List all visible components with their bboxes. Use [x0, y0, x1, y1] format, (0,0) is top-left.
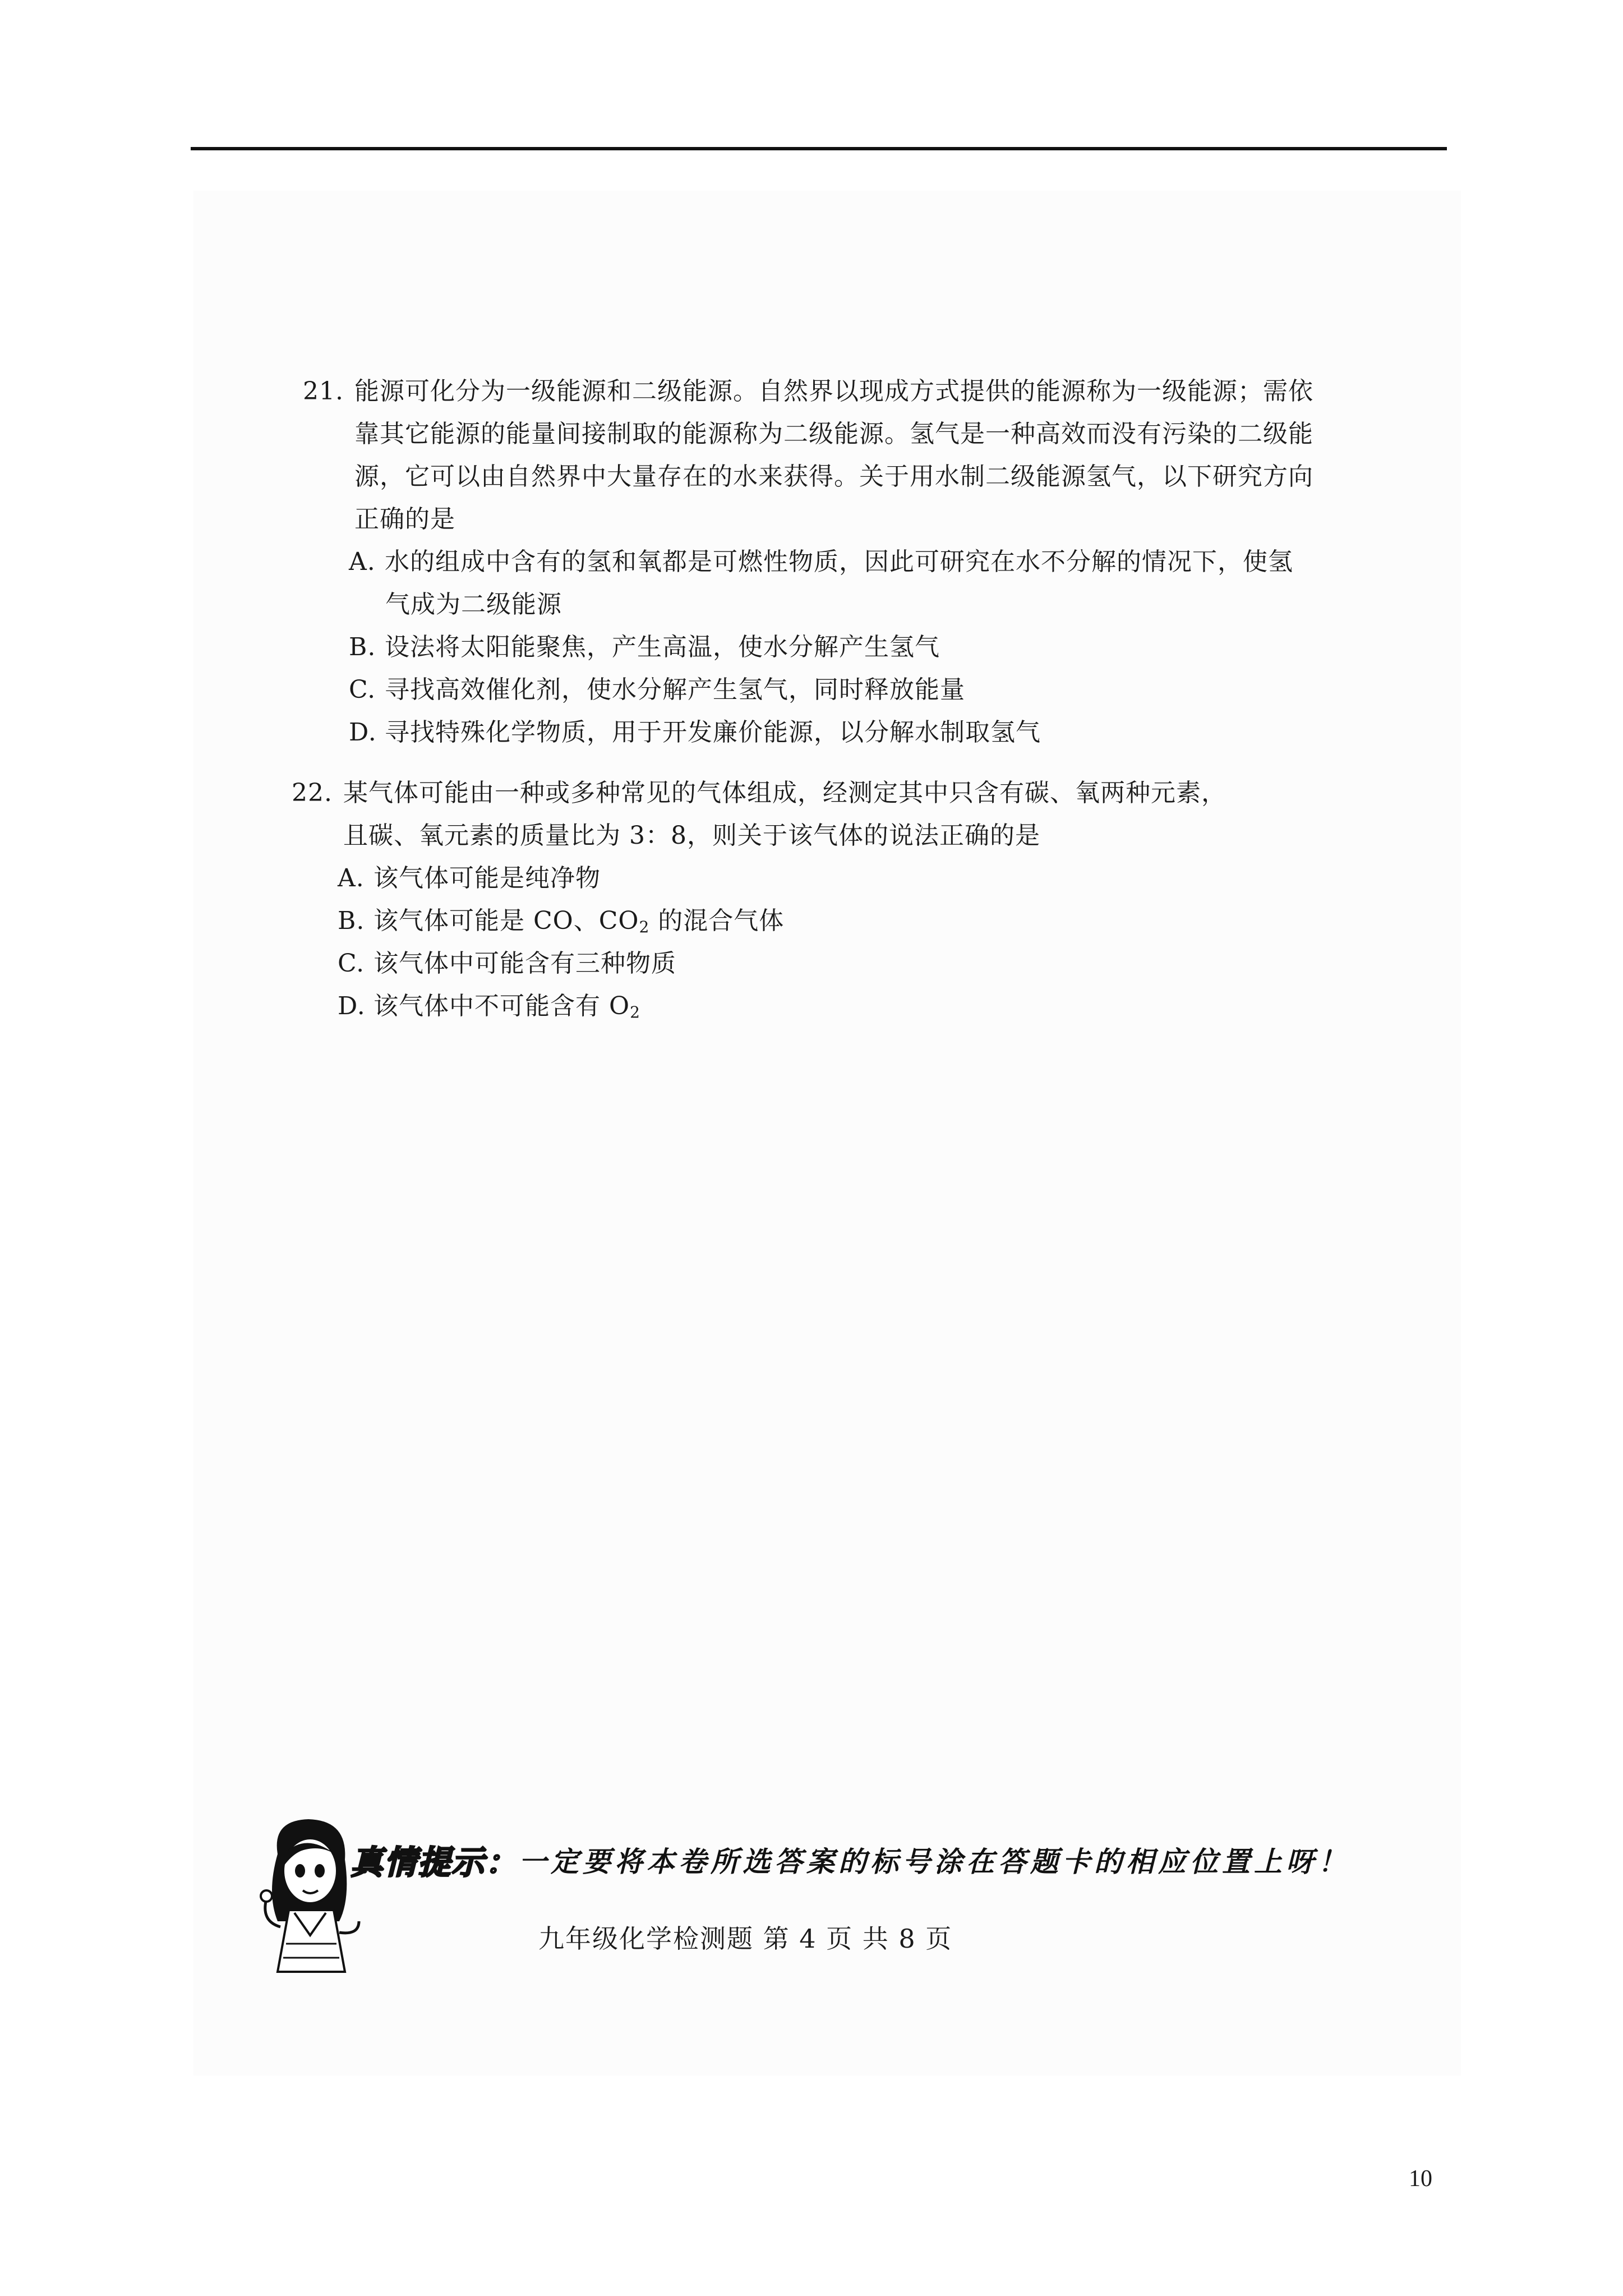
reminder-text: 一定要将本卷所选答案的标号涂在答题卡的相应位置上呀！ [519, 1846, 1350, 1878]
option-text: 的混合气体 [649, 907, 785, 935]
subscript: 2 [639, 918, 650, 936]
option-letter: A. [338, 864, 365, 892]
option-text: 该气体中不可能含有 O [374, 992, 630, 1020]
option-c [349, 669, 1448, 711]
option-text: 该气体可能是纯净物 [374, 864, 601, 892]
option-d [338, 985, 1448, 1028]
cartoon-girl-icon [255, 1815, 362, 1977]
option-a [338, 857, 1448, 900]
subscript: 2 [630, 1003, 640, 1022]
option-d [349, 711, 1448, 754]
question-stem-line: 正确的是 [354, 505, 455, 533]
option-text: 该气体中可能含有三种物质 [374, 949, 676, 978]
question-stem-line: 源，它可以由自然界中大量存在的水来获得。关于用水制二级能源氢气，以下研究方向 [354, 462, 1313, 491]
option-letter: B. [338, 907, 365, 935]
question-stem-line: 且碳、氧元素的质量比为 3：8，则关于该气体的说法正确的是 [343, 821, 1040, 850]
question-number: 22. [292, 779, 333, 807]
option-text: 寻找特殊化学物质，用于开发廉价能源，以分解水制取氢气 [385, 718, 1041, 747]
option-text: 该气体可能是 CO、CO [374, 907, 639, 935]
question-22 [292, 772, 1448, 1028]
option-text: 设法将太阳能聚焦，产生高温，使水分解产生氢气 [385, 633, 940, 661]
question-number: 21. [303, 377, 344, 406]
question-stem-line: 能源可化分为一级能源和二级能源。自然界以现成方式提供的能源称为一级能源；需依 [354, 377, 1313, 406]
option-letter: C. [349, 675, 376, 704]
question-21 [303, 370, 1448, 754]
page-number: 10 [1409, 2166, 1432, 2192]
option-letter: D. [349, 718, 377, 747]
reminder-banner [255, 1815, 1461, 1983]
option-letter: A. [349, 547, 376, 576]
option-a [349, 541, 1448, 583]
option-text: 水的组成中含有的氢和氧都是可燃性物质，因此可研究在水不分解的情况下，使氢 [385, 547, 1293, 576]
option-letter: B. [349, 633, 376, 661]
option-b [338, 900, 1448, 942]
question-stem-line: 靠其它能源的能量间接制取的能源称为二级能源。氢气是一种高效而没有污染的二级能 [354, 420, 1313, 448]
question-stem-line: 某气体可能由一种或多种常见的气体组成，经测定其中只含有碳、氧两种元素， [343, 779, 1227, 807]
option-a-continuation: 气成为二级能源 [385, 590, 562, 619]
option-text: 寻找高效催化剂，使水分解产生氢气，同时释放能量 [385, 675, 965, 704]
option-c [338, 942, 1448, 985]
option-letter: D. [338, 992, 366, 1020]
option-letter: C. [338, 949, 365, 978]
header-rule [191, 147, 1447, 150]
option-b [349, 626, 1448, 669]
page-footer: 九年级化学检测题 第 4 页 共 8 页 [538, 1924, 953, 1954]
reminder-title: 真情提示： [351, 1843, 519, 1881]
